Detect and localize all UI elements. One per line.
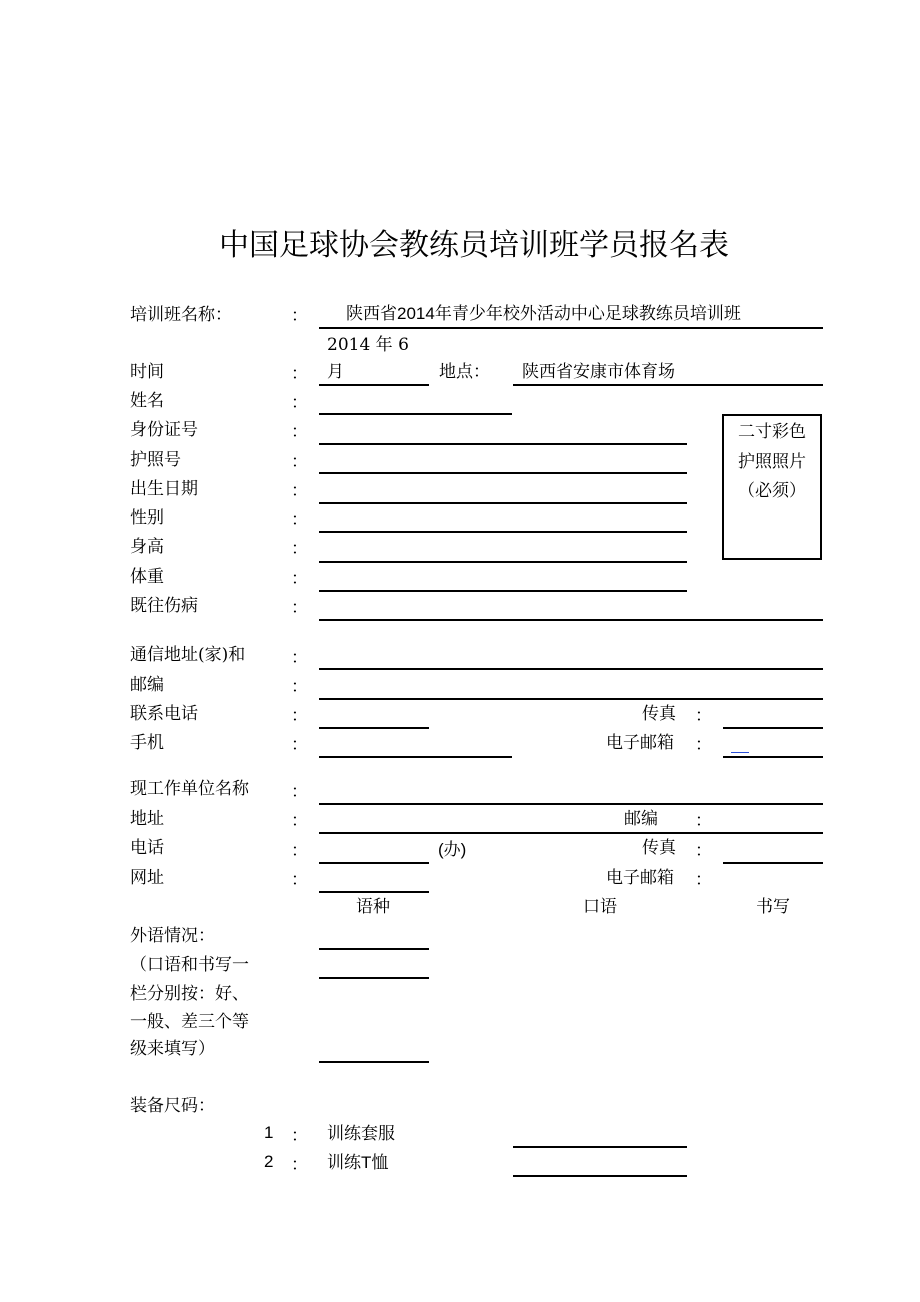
time-line: [319, 384, 429, 386]
colon: ：: [695, 870, 712, 890]
website-label: 网址: [130, 868, 164, 888]
weight-line: [319, 590, 687, 592]
photo-note-line3: （必须）: [738, 481, 806, 501]
language-note-line1: （口语和书写一: [130, 955, 249, 975]
equipment-item-name: 训练T恤: [327, 1153, 389, 1173]
injury-history-label: 既往伤病: [130, 596, 198, 616]
work-email-label: 电子邮箱: [606, 868, 674, 888]
work-fax-label: 传真: [642, 838, 676, 858]
photo-box: [722, 414, 822, 560]
home-postcode-line: [319, 698, 823, 700]
colon: ：: [695, 811, 712, 831]
contact-email-label: 电子邮箱: [606, 733, 674, 753]
colon: ：: [291, 648, 308, 668]
work-postcode-label: 邮编: [624, 809, 658, 829]
passport-line: [319, 472, 687, 474]
colon: ：: [291, 452, 308, 472]
language-line-3: [319, 1061, 429, 1063]
colon: ：: [291, 510, 308, 530]
work-phone-label: 电话: [130, 838, 164, 858]
photo-note-line2: 护照照片: [738, 452, 806, 472]
colon: ：: [291, 782, 308, 802]
passport-label: 护照号: [130, 450, 181, 470]
mobile-label: 手机: [130, 733, 164, 753]
home-postcode-label: 邮编: [130, 675, 164, 695]
birth-date-label: 出生日期: [130, 479, 198, 499]
colon: ：: [291, 1126, 308, 1146]
id-number-line: [319, 443, 687, 445]
work-address-label: 地址: [130, 809, 164, 829]
work-address-line: [319, 832, 823, 834]
contact-fax-label: 传真: [642, 704, 676, 724]
contact-email-line: [723, 756, 823, 758]
injury-history-line: [319, 619, 823, 621]
colon: ：: [291, 870, 308, 890]
language-note-line4: 级来填写）: [130, 1039, 215, 1059]
course-name-line: [319, 327, 823, 329]
equipment-item-number: 2: [264, 1152, 274, 1171]
colon: ：: [291, 422, 308, 442]
course-name-label: 培训班名称：: [130, 305, 232, 325]
work-unit-label: 现工作单位名称: [130, 779, 249, 799]
place-value: 陕西省安康市体育场: [522, 362, 675, 382]
height-label: 身高: [130, 537, 164, 557]
colon: ：: [695, 735, 712, 755]
col-written-header: 书写: [756, 897, 790, 917]
colon: ：: [291, 393, 308, 413]
gender-label: 性别: [130, 508, 164, 528]
weight-label: 体重: [130, 567, 164, 587]
colon: ：: [291, 481, 308, 501]
col-language-header: 语种: [356, 897, 390, 917]
course-name-value: 陕西省2014年青少年校外活动中心足球教练员培训班: [346, 304, 741, 324]
colon: ：: [291, 706, 308, 726]
work-phone-line: [319, 862, 429, 864]
language-note-line3: 一般、差三个等: [130, 1012, 249, 1032]
language-note-line2: 栏分别按：好、: [130, 984, 249, 1004]
colon: ：: [695, 841, 712, 861]
colon: ：: [291, 539, 308, 559]
time-value-line2: 月: [327, 362, 344, 382]
equipment-item-line: [513, 1146, 687, 1148]
home-address-label: 通信地址(家)和: [130, 645, 246, 665]
place-label: 地点：: [439, 362, 490, 382]
id-number-label: 身份证号: [130, 420, 198, 440]
office-marker: (办): [438, 840, 467, 859]
height-line: [319, 561, 687, 563]
birth-date-line: [319, 502, 687, 504]
language-line-2: [319, 977, 429, 979]
colon: ：: [695, 706, 712, 726]
name-line: [319, 413, 512, 415]
contact-phone-label: 联系电话: [130, 704, 198, 724]
equipment-item-line: [513, 1175, 687, 1177]
mobile-line: [319, 756, 512, 758]
home-address-line: [319, 668, 823, 670]
time-label: 时间: [130, 362, 164, 382]
equipment-item-name: 训练套服: [327, 1124, 395, 1144]
work-unit-line: [319, 803, 823, 805]
colon: ：: [291, 811, 308, 831]
form-title: 中国足球协会教练员培训班学员报名表: [219, 228, 729, 263]
contact-fax-line: [723, 727, 823, 729]
website-line: [319, 891, 429, 893]
colon: ：: [291, 598, 308, 618]
equipment-label: 装备尺码：: [130, 1096, 215, 1116]
email-hyperlink[interactable]: [731, 752, 749, 753]
colon: ：: [291, 1155, 308, 1175]
name-label: 姓名: [130, 391, 164, 411]
language-label: 外语情况：: [130, 926, 215, 946]
colon: ：: [291, 735, 308, 755]
colon: ：: [291, 364, 308, 384]
col-spoken-header: 口语: [583, 897, 617, 917]
gender-line: [319, 531, 687, 533]
time-value-line1: 2014 年 6: [327, 335, 409, 355]
colon: ：: [291, 677, 308, 697]
colon: ：: [291, 841, 308, 861]
language-line-1: [319, 948, 429, 950]
work-fax-line: [723, 862, 823, 864]
place-line: [513, 384, 823, 386]
equipment-item-number: 1: [264, 1123, 274, 1142]
photo-note-line1: 二寸彩色: [738, 422, 806, 442]
contact-phone-line: [319, 727, 429, 729]
colon: ：: [291, 306, 308, 326]
colon: ：: [291, 569, 308, 589]
